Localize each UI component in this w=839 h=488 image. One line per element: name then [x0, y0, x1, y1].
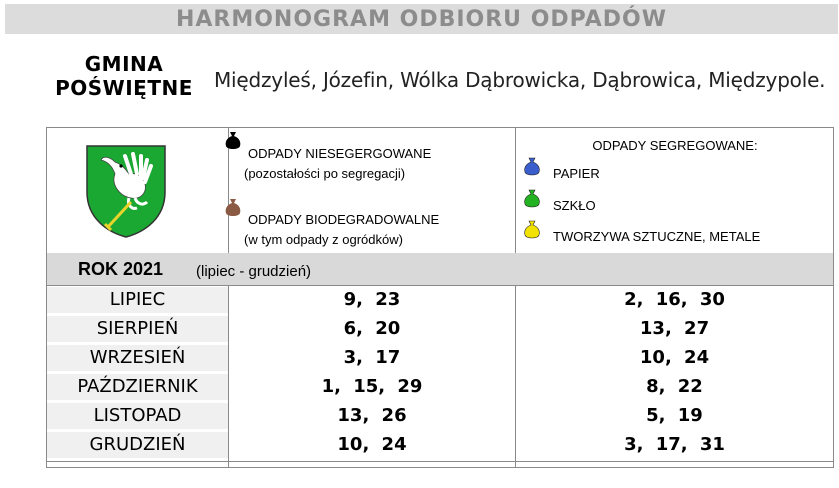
- blue-bag-icon: [523, 157, 541, 177]
- mixed-dates: 10, 24: [337, 434, 407, 455]
- segregated-dates: 3, 17, 31: [624, 434, 725, 455]
- green-bag-icon: [523, 189, 541, 209]
- segregated-dates: 2, 16, 30: [624, 289, 725, 310]
- coat-of-arms-icon: [85, 144, 167, 238]
- segregated-title: ODPADY SEGREGOWANE:: [592, 138, 758, 153]
- year-label: ROK 2021: [78, 259, 164, 279]
- divider: [46, 285, 834, 286]
- unsorted-sub: (pozostałości po segregacji): [244, 166, 406, 181]
- year-band: [47, 253, 833, 285]
- month-cell: GRUDZIEŃ: [47, 432, 228, 458]
- month-cell: SIERPIEŃ: [47, 316, 228, 342]
- segregated-dates: 13, 27: [639, 318, 710, 339]
- segregated-dates: 10, 24: [639, 347, 710, 368]
- bio-sub: (w tym odpady z ogródków): [244, 232, 403, 247]
- black-bag-icon: [224, 131, 242, 151]
- villages-list: Międzyleś, Józefin, Wólka Dąbrowicka, Dąbrowica, Międzypole.: [214, 68, 826, 92]
- month-cell: WRZESIEŃ: [47, 345, 228, 371]
- mixed-dates: 3, 17: [343, 347, 401, 368]
- gmina-line1: GMINA: [84, 52, 164, 76]
- divider: [46, 461, 834, 462]
- year-range: (lipiec - grudzień): [196, 263, 312, 280]
- segregated-dates: 8, 22: [646, 376, 703, 397]
- gmina-line2: POŚWIĘTNE: [55, 76, 193, 100]
- mixed-dates: 13, 26: [337, 405, 407, 426]
- mixed-dates: 9, 23: [343, 289, 401, 310]
- month-cell: LIPIEC: [47, 287, 228, 313]
- gmina-name: [46, 52, 202, 100]
- page-title: HARMONOGRAM ODBIORU ODPADÓW: [5, 4, 838, 34]
- glass-label: SZKŁO: [553, 198, 596, 213]
- mixed-dates: 1, 15, 29: [321, 376, 423, 397]
- paper-label: PAPIER: [553, 166, 600, 181]
- month-cell: PAŹDZIERNIK: [47, 374, 228, 400]
- unsorted-label: ODPADY NIESEGERGOWANE: [248, 146, 432, 161]
- plastic-label: TWORZYWA SZTUCZNE, METALE: [553, 229, 761, 244]
- bio-label: ODPADY BIODEGRADOWALNE: [248, 212, 440, 227]
- mixed-dates: 6, 20: [343, 318, 401, 339]
- yellow-bag-icon: [523, 220, 541, 240]
- month-cell: LISTOPAD: [47, 403, 228, 429]
- segregated-dates: 5, 19: [646, 405, 703, 426]
- brown-bag-icon: [224, 198, 242, 218]
